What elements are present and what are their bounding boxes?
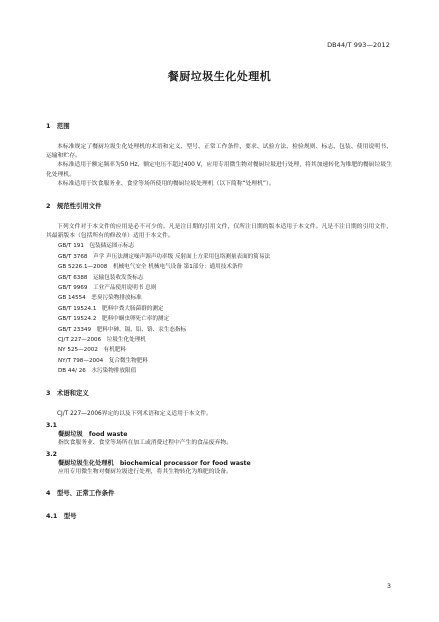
reference-item: GB/T 191 包装储运图示标志 — [58, 243, 135, 250]
reference-item: DB 44/ 26 水污染物排放限值 — [58, 368, 137, 375]
document-body — [46, 122, 392, 521]
section-normative-references — [46, 202, 392, 377]
reference-item: GB/T 3768 声学 声压法测定噪声源声功率级 反射面上方采用包络测量表面的简易法 — [58, 253, 271, 260]
section-scope — [46, 122, 392, 189]
scope-paragraph-1: 本标准规定了餐厨垃圾生化处理机的术语和定义、型号、正常工作条件、要求、试验方法、检验规则、标志、包装、使用说明书、运输和贮存。 — [46, 144, 392, 160]
term-title: 餐厨垃圾生化处理机 biochemical processor for food waste — [58, 459, 251, 467]
section-heading-models: 4 型号、正常工作条件 — [46, 488, 115, 497]
normative-intro: 下列文件对于本文件的应用是必不可少的。凡是注日期的引用文件，仅所注日期的版本适用于本文件。凡是不注日期的引用文件，其最新版本（包括所有的修改单）适用于本文件。 — [46, 224, 392, 240]
scope-paragraph-2: 本标准适用于额定频率为50 Hz、额定电压不超过400 V，应用专用微生物对餐厨垃圾进行处理，将其加速转化为堆肥的餐厨垃圾生化处理机。 — [46, 162, 392, 178]
scope-paragraph-3: 本标准适用于饮食服务业、食堂等场所使用的餐厨垃圾处理机（以下简称“处理机”）。 — [57, 180, 275, 187]
terms-intro: CJ/T 227—2006界定的以及下列术语和定义适用于本文件。 — [57, 410, 212, 417]
subsection-heading-model: 4.1 型号 — [46, 511, 77, 520]
term-number: 3.2 — [46, 450, 57, 458]
reference-item: GB/T 23349 肥料中砷、镉、铅、铬、汞生态指标 — [58, 326, 187, 333]
term-number: 3.1 — [46, 421, 57, 429]
document-title: 餐厨垃圾生化处理机 — [167, 70, 272, 83]
term-title: 餐厨垃圾 food waste — [58, 430, 128, 438]
standard-code: DB44/T 993—2012 — [327, 41, 390, 49]
reference-item: GB/T 19524.1 肥料中粪大肠菌群的测定 — [58, 305, 164, 312]
term-definition: 指饮食服务业、食堂等场所在加工或消费过程中产生的食品废弃物。 — [58, 439, 232, 446]
section-heading-scope: 1 范围 — [46, 122, 70, 130]
reference-item: NY 525—2002 有机肥料 — [58, 347, 126, 354]
section-heading-normative: 2 规范性引用文件 — [46, 202, 102, 211]
reference-item: GB/T 19524.2 肥料中蛔虫卵死亡率的测定 — [58, 316, 170, 323]
section-heading-terms: 3 术语和定义 — [46, 388, 89, 397]
reference-item: GB 5226.1—2008 机械电气安全 机械电气设备 第1部分：通用技术条件 — [58, 264, 244, 271]
section-models — [46, 489, 392, 521]
reference-item: NY/T 798—2004 复合微生物肥料 — [58, 357, 148, 364]
page-number: 3 — [387, 583, 391, 590]
reference-item: GB/T 9969 工业产品使用说明书 总则 — [58, 285, 157, 292]
reference-item: GB/T 6388 运输包装收发货标志 — [58, 274, 144, 281]
reference-item: CJ/T 227—2006 垃圾生化处理机 — [58, 337, 146, 344]
reference-item: GB 14554 恶臭污染物排放标准 — [58, 295, 142, 302]
reference-list — [46, 241, 392, 376]
term-definition: 应用专用微生物对餐厨垃圾进行处理，将其生物转化为堆肥的设备。 — [58, 468, 232, 475]
section-terms — [46, 389, 392, 477]
